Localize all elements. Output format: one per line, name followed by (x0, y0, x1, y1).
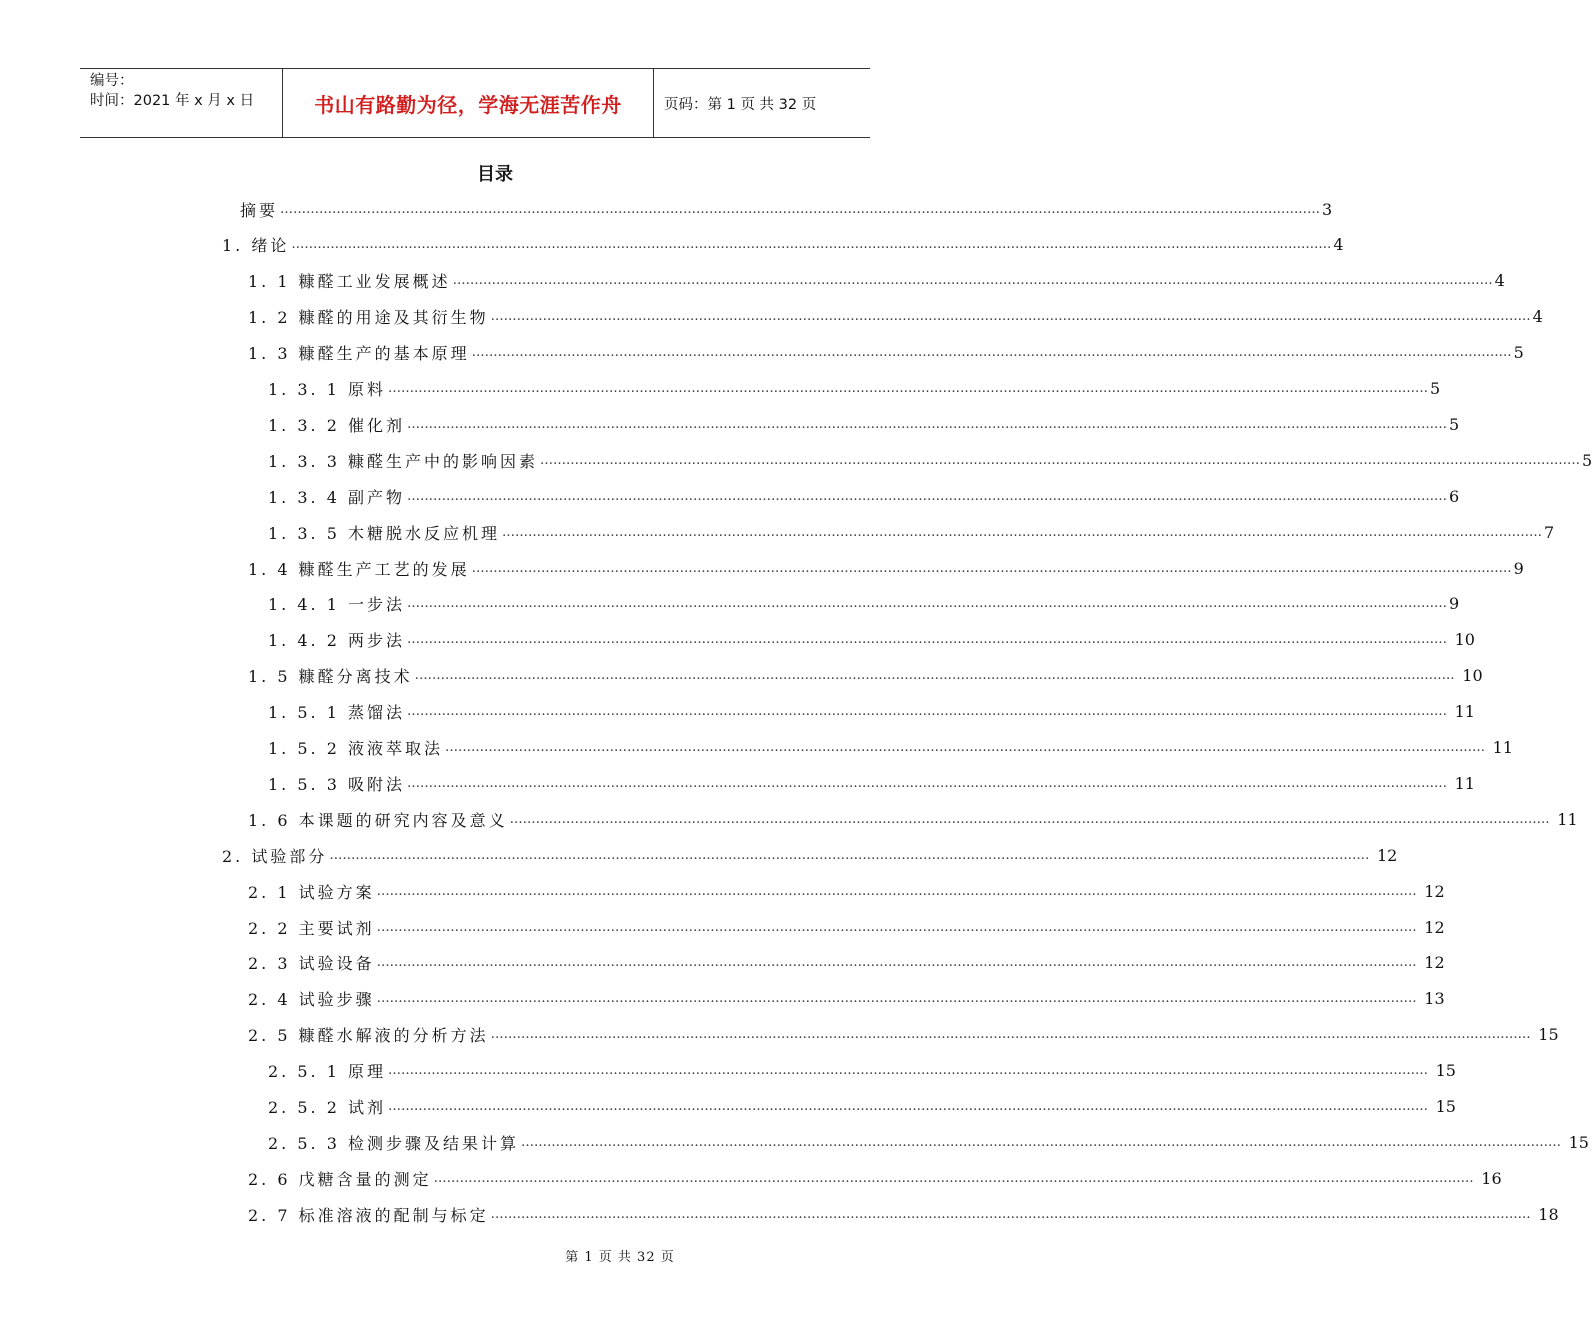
toc-leader-dots: …………………………………………………………………………………………………………………………………………………………………………………………………………………… (490, 1206, 1531, 1222)
toc-entry-label: 1. 绪论 (222, 236, 290, 256)
toc-leader-dots: …………………………………………………………………………………………………………………………………………………………………………………………………………………… (280, 201, 1321, 217)
toc-leader-dots: …………………………………………………………………………………………………………………………………………………………………………………………………………………… (520, 1134, 1561, 1150)
toc-entry-label: 1. 3. 5 木糖脱水反应机理 (268, 523, 500, 543)
header-page-info: 页码：第 1 页 共 32 页 (664, 96, 817, 113)
toc-leader-dots: …………………………………………………………………………………………………………………………………………………………………………………………………………………… (471, 560, 1512, 576)
toc-entry-page: 5 (1429, 379, 1441, 398)
toc-entry[interactable] (268, 1089, 1456, 1125)
toc-leader-dots: …………………………………………………………………………………………………………………………………………………………………………………………………………………… (387, 381, 1428, 396)
toc-entry[interactable] (268, 1053, 1456, 1089)
toc-leader-dots: …………………………………………………………………………………………………………………………………………………………………………………………………………………… (329, 847, 1370, 863)
toc-entry[interactable] (222, 837, 1398, 873)
toc-entry-label: 1. 5 糠醛分离技术 (248, 667, 413, 687)
toc-entry-label: 1. 5. 2 液液萃取法 (268, 739, 443, 758)
toc-entry[interactable] (268, 730, 1513, 766)
toc-entry-page: 12 (1424, 881, 1445, 901)
toc-entry-page: 5 (1448, 414, 1460, 434)
toc-entry-label: 摘要 (240, 200, 279, 220)
toc-entry-label: 2. 7 标准溶液的配制与标定 (248, 1205, 489, 1225)
toc-leader-dots: …………………………………………………………………………………………………………………………………………………………………………………………………………………… (406, 775, 1447, 791)
toc-entry-label: 2. 1 试验方案 (248, 882, 375, 902)
header-meta (80, 69, 282, 137)
toc-entry[interactable] (248, 658, 1483, 694)
toc-entry-page: 11 (1492, 738, 1513, 757)
toc-entry[interactable] (268, 622, 1475, 658)
toc-entry-page: 13 (1424, 989, 1445, 1009)
toc-leader-dots: …………………………………………………………………………………………………………………………………………………………………………………………………………………… (444, 740, 1485, 755)
toc-entry[interactable] (268, 765, 1475, 801)
toc-entry[interactable] (248, 801, 1578, 837)
toc-leader-dots: …………………………………………………………………………………………………………………………………………………………………………………………………………………… (509, 811, 1550, 827)
header-motto-cell (282, 69, 654, 137)
toc-entry-page: 12 (1377, 845, 1398, 865)
toc-entry-label: 2. 5. 3 检测步骤及结果计算 (268, 1133, 519, 1153)
toc-entry-page: 4 (1333, 235, 1344, 255)
toc-entry[interactable] (248, 981, 1445, 1017)
toc-entry-label: 1. 3 糠醛生产的基本原理 (248, 344, 470, 364)
toc-entry[interactable] (222, 227, 1344, 263)
toc-entry-label: 1. 1 糠醛工业发展概述 (248, 272, 451, 292)
toc-entry-page: 11 (1454, 702, 1475, 722)
toc-entry[interactable] (268, 586, 1460, 622)
toc-leader-dots: …………………………………………………………………………………………………………………………………………………………………………………………………………………… (387, 1099, 1428, 1114)
toc-entry[interactable] (268, 514, 1555, 550)
toc-entry-label: 1. 5. 1 蒸馏法 (268, 703, 405, 723)
toc-entry-page: 15 (1568, 1132, 1589, 1152)
toc-leader-dots: …………………………………………………………………………………………………………………………………………………………………………………………………………………… (406, 488, 1447, 504)
toc-leader-dots: …………………………………………………………………………………………………………………………………………………………………………………………………………………… (539, 452, 1580, 468)
toc-entry[interactable] (268, 1124, 1589, 1160)
header-motto: 书山有路勤为径，学海无涯苦作舟 (314, 92, 622, 117)
toc-entry-page: 10 (1454, 630, 1475, 650)
toc-leader-dots: …………………………………………………………………………………………………………………………………………………………………………………………………………………… (433, 1170, 1474, 1186)
toc-entry-label: 1. 3. 4 副产物 (268, 487, 405, 507)
toc-entry-page: 7 (1543, 522, 1555, 542)
toc-leader-dots: …………………………………………………………………………………………………………………………………………………………………………………………………………………… (471, 345, 1512, 361)
toc-entry-page: 16 (1481, 1168, 1502, 1188)
toc-entry-page: 10 (1462, 666, 1483, 686)
toc-leader-dots: …………………………………………………………………………………………………………………………………………………………………………………………………………………… (376, 919, 1417, 935)
document-number: 编号： (90, 73, 134, 89)
toc-entry-page: 12 (1424, 953, 1445, 973)
toc-entry[interactable] (248, 945, 1445, 981)
toc-entry-label: 2. 5 糠醛水解液的分析方法 (248, 1026, 489, 1046)
toc-entry-page: 9 (1513, 558, 1524, 578)
toc-entry-label: 1. 3. 2 催化剂 (268, 415, 405, 435)
toc-entry-page: 15 (1435, 1097, 1456, 1116)
toc-entry-label: 2. 2 主要试剂 (248, 918, 375, 938)
page-footer: 第 1 页 共 32 页 (565, 1250, 675, 1265)
toc-entry-page: 4 (1494, 271, 1505, 291)
toc-leader-dots: …………………………………………………………………………………………………………………………………………………………………………………………………………………… (490, 1027, 1531, 1043)
toc-leader-dots: …………………………………………………………………………………………………………………………………………………………………………………………………………………… (406, 596, 1447, 612)
toc-entry-page: 3 (1322, 199, 1333, 219)
toc-entry-label: 2. 4 试验步骤 (248, 990, 375, 1010)
toc-entry-label: 2. 6 戊糖含量的测定 (248, 1169, 432, 1189)
toc-entry-label: 2. 5. 1 原理 (268, 1062, 386, 1082)
toc-entry[interactable] (248, 1196, 1559, 1232)
toc-leader-dots: …………………………………………………………………………………………………………………………………………………………………………………………………………………… (414, 668, 1455, 684)
toc-entry-page: 5 (1513, 343, 1524, 363)
toc-entry-label: 1. 4 糠醛生产工艺的发展 (248, 559, 470, 579)
toc-leader-dots: …………………………………………………………………………………………………………………………………………………………………………………………………………………… (501, 524, 1542, 540)
toc-entry-page: 11 (1557, 809, 1578, 829)
toc-entry-page: 6 (1448, 486, 1460, 506)
toc-leader-dots: …………………………………………………………………………………………………………………………………………………………………………………………………………………… (376, 955, 1417, 971)
toc-entry-label: 1. 5. 3 吸附法 (268, 774, 405, 794)
toc-entry[interactable] (268, 406, 1460, 442)
toc-entry-page: 18 (1538, 1204, 1559, 1224)
toc-entry-page: 15 (1538, 1025, 1559, 1045)
toc-entry-page: 4 (1532, 307, 1543, 327)
toc-entry[interactable] (248, 550, 1524, 586)
toc-entry-page: 5 (1581, 450, 1592, 470)
toc-entry[interactable] (248, 1160, 1502, 1196)
document-date: 时间：2021 年 x 月 x 日 (90, 93, 255, 109)
toc-leader-dots: …………………………………………………………………………………………………………………………………………………………………………………………………………………… (406, 632, 1447, 648)
toc-leader-dots: …………………………………………………………………………………………………………………………………………………………………………………………………………………… (490, 309, 1531, 325)
toc-entry[interactable] (248, 263, 1505, 299)
toc-entry[interactable] (268, 371, 1441, 407)
toc-entry[interactable] (248, 299, 1543, 335)
toc-title: 目录 (477, 164, 513, 185)
toc-entry[interactable] (248, 873, 1445, 909)
toc-leader-dots: …………………………………………………………………………………………………………………………………………………………………………………………………………………… (406, 704, 1447, 720)
toc-leader-dots: …………………………………………………………………………………………………………………………………………………………………………………………………………………… (406, 416, 1447, 432)
page-header (80, 68, 870, 138)
toc-leader-dots: …………………………………………………………………………………………………………………………………………………………………………………………………………………… (376, 883, 1417, 899)
toc-entry-page: 11 (1454, 773, 1475, 793)
toc-leader-dots: …………………………………………………………………………………………………………………………………………………………………………………………………………………… (387, 1063, 1428, 1079)
toc-entry-label: 1. 2 糠醛的用途及其衍生物 (248, 308, 489, 328)
toc-entry-label: 1. 3. 1 原料 (268, 380, 386, 399)
toc-entry[interactable] (268, 694, 1475, 730)
toc-entry-page: 9 (1448, 594, 1460, 614)
toc-leader-dots: …………………………………………………………………………………………………………………………………………………………………………………………………………………… (376, 991, 1417, 1007)
toc-entry-label: 2. 5. 2 试剂 (268, 1098, 386, 1117)
toc-entry[interactable] (268, 442, 1592, 478)
toc-entry-label: 2. 试验部分 (222, 846, 328, 866)
toc-entry-label: 1. 3. 3 糠醛生产中的影响因素 (268, 451, 538, 471)
toc-leader-dots: …………………………………………………………………………………………………………………………………………………………………………………………………………………… (452, 273, 1493, 289)
toc-entry-page: 12 (1424, 917, 1445, 937)
toc-entry-label: 1. 6 本课题的研究内容及意义 (248, 810, 508, 830)
toc-entry-label: 1. 4. 1 一步法 (268, 595, 405, 615)
toc-leader-dots: …………………………………………………………………………………………………………………………………………………………………………………………………………………… (291, 237, 1332, 253)
toc-entry[interactable] (248, 1017, 1559, 1053)
toc-entry[interactable] (240, 191, 1333, 227)
toc-entry[interactable] (268, 478, 1460, 514)
toc-entry-label: 1. 4. 2 两步法 (268, 631, 405, 651)
toc-entry-label: 2. 3 试验设备 (248, 954, 375, 974)
toc-entry[interactable] (248, 909, 1445, 945)
toc-entry-page: 15 (1435, 1061, 1456, 1081)
toc-entry[interactable] (248, 335, 1524, 371)
